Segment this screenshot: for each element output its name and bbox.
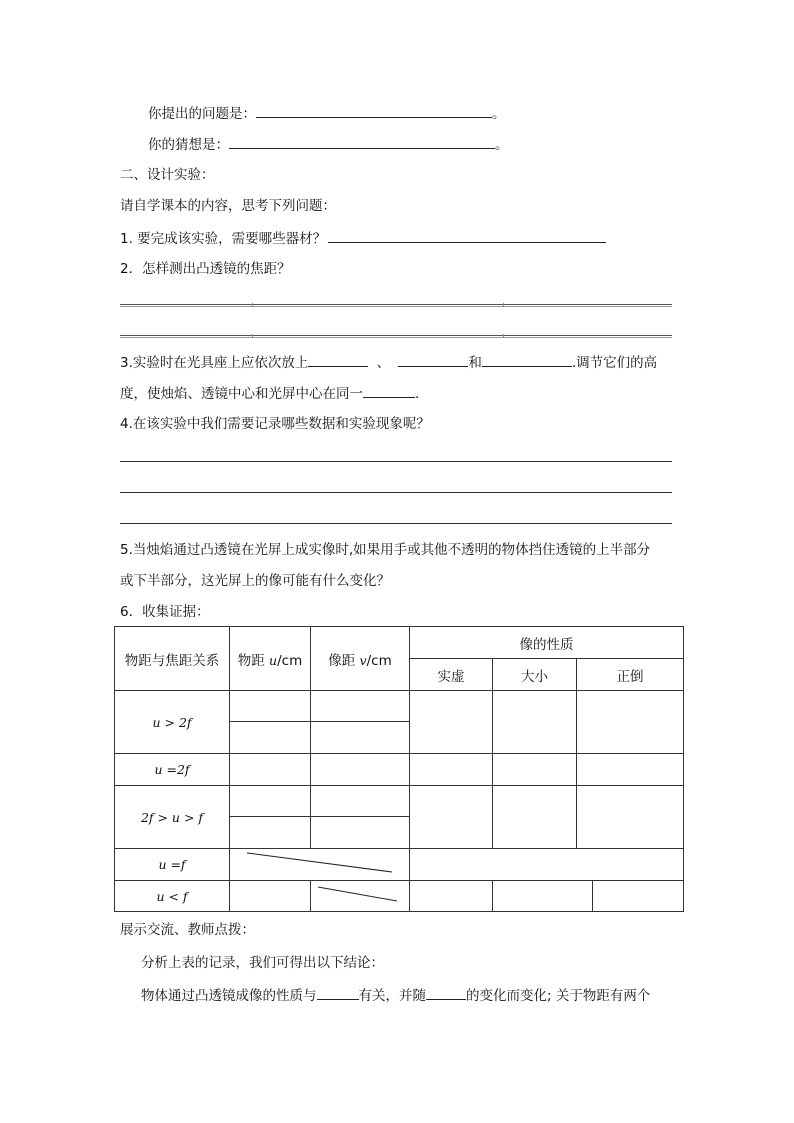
header-image-properties: 像的性质: [410, 627, 684, 659]
section2-title: 二、设计实验：: [120, 167, 215, 183]
question-label: 你提出的问题是：: [148, 106, 256, 122]
header-size: 大小: [493, 659, 577, 691]
row-u-eq-f: u =f: [115, 849, 230, 881]
conclusion-line: [141, 985, 650, 1006]
header-v-var: v: [359, 652, 367, 668]
header-u-var: u: [269, 652, 278, 668]
row-u-gt-2f: u > 2f: [115, 691, 230, 754]
header-u-unit: /cm: [277, 652, 303, 669]
item3-text-a: 3.实验时在光具座上应依次放上: [120, 355, 309, 371]
conclusion-text-a: 物体通过凸透镜成像的性质与: [141, 988, 317, 1004]
header-relation: 物距与焦距关系: [115, 627, 230, 691]
strike-line-u-lt-f: [318, 887, 397, 901]
item5-line1: 5.当烛焰通过凸透镜在光屏上成实像时,如果用手或其他不透明的物体挡住透镜的上半部分: [120, 542, 651, 558]
item3-end: .: [415, 386, 420, 402]
question-end: 。: [492, 106, 506, 122]
header-v-unit: /cm: [366, 652, 392, 669]
row-2f-gt-u-gt-f: 2f > u > f: [115, 786, 230, 849]
strike-line-u-eq-f: [247, 853, 392, 872]
header-real-virtual: 实虚: [410, 659, 493, 691]
section2-intro: 请自学课本的内容，思考下列问题：: [120, 198, 336, 214]
conclusion-blank-1[interactable]: [317, 985, 359, 1000]
header-orientation: 正倒: [577, 659, 684, 691]
item1-text: 1. 要完成该实验，需要哪些器材？: [120, 231, 327, 247]
guess-label: 你的猜想是：: [148, 137, 229, 153]
conclusion-text-c: 的变化而变化; 关于物距有两个: [466, 988, 651, 1004]
row-u-eq-2f: u =2f: [115, 754, 230, 786]
item2-text: 2．怎样测出凸透镜的焦距？: [120, 261, 291, 277]
row-u-lt-f: u < f: [115, 881, 230, 912]
header-u-text: 物距: [237, 652, 270, 669]
item4-text: 4.在该实验中我们需要记录哪些数据和实验现象呢？: [120, 416, 430, 432]
discussion-title: 展示交流、教师点拨：: [120, 922, 255, 938]
item5-line2: 或下半部分，这光屏上的像可能有什么变化？: [120, 573, 390, 589]
header-v-text: 像距: [328, 652, 360, 669]
conclusion-text-b: 有关，并随: [358, 988, 426, 1004]
guess-end: 。: [495, 137, 509, 153]
item6-text: 6．收集证据：: [120, 604, 210, 620]
item3-text-c: 度，使烛焰、透镜中心和光屏中心在同一: [120, 386, 363, 402]
conclusion-blank-2[interactable]: [426, 985, 466, 1000]
analysis-text: 分析上表的记录，我们可得出以下结论：: [141, 955, 384, 971]
item3-sep: 、: [376, 355, 391, 371]
item3-text-b: .调节它们的高: [571, 355, 658, 371]
item3-and: 和: [468, 355, 482, 371]
